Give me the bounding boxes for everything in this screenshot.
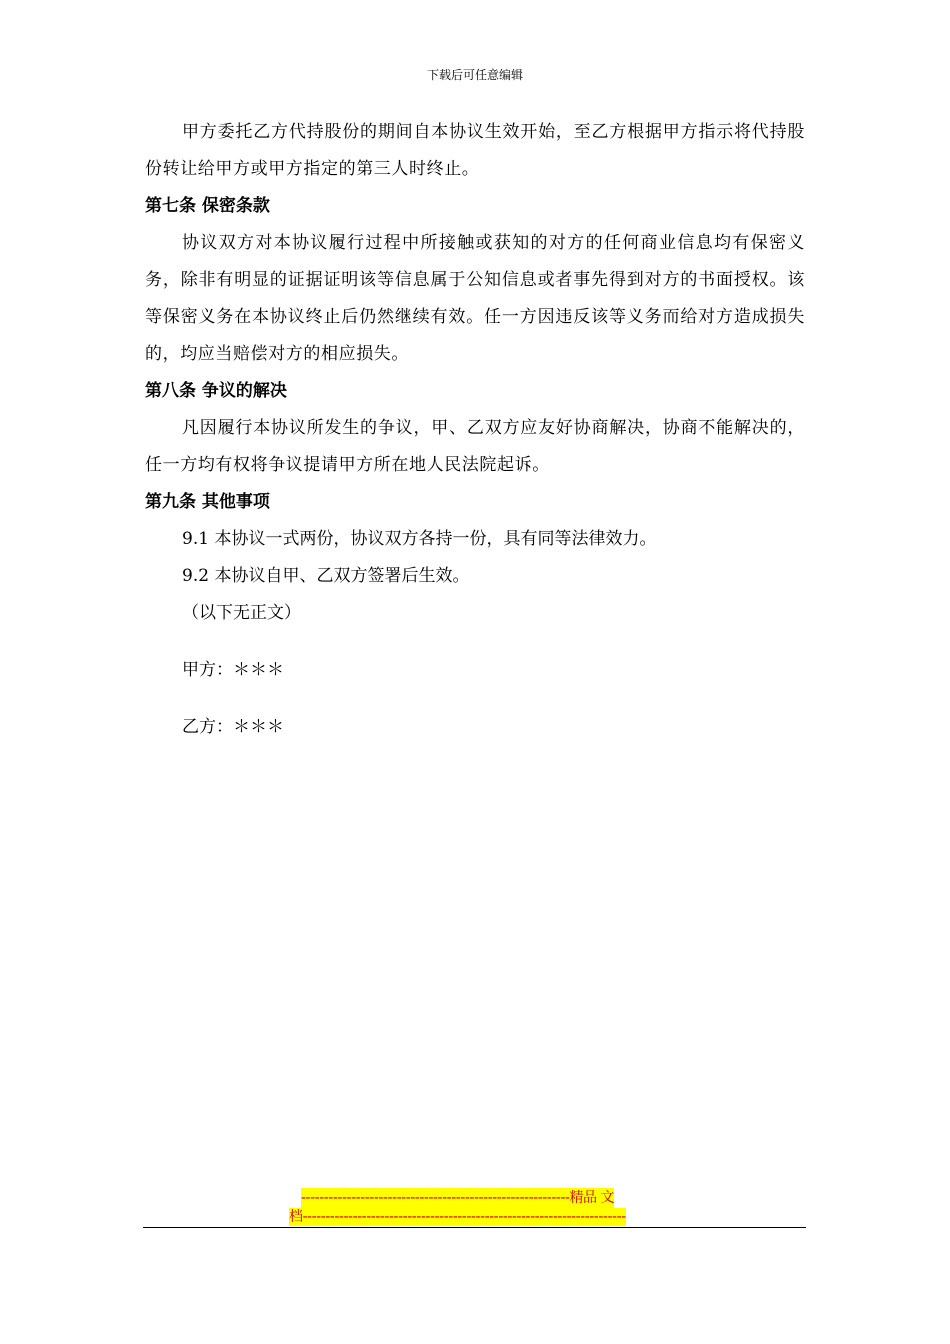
article-9-item-1: 9.1 本协议一式两份，协议双方各持一份，具有同等法律效力。 xyxy=(182,529,657,549)
footer-watermark-line-1: -----------------------------------------------------------精品 文 xyxy=(301,1190,615,1206)
article-8-text: 凡因履行本协议所发生的争议，甲、乙双方应友好协商解决，协商不能解决的，任一方均有权将争议提请甲方所在地人民法院起诉。 xyxy=(145,418,805,475)
article-7-text: 协议双方对本协议履行过程中所接触或获知的对方的任何商业信息均有保密义务，除非有明显的证据证明该等信息属于公知信息或者事先得到对方的书面授权。该等保密义务在本协议终止后仍然继续有效。任一方因违反该等义务而给对方造成损失的，均应当赔偿对方的相应损失。 xyxy=(145,233,805,364)
party-b-signature: 乙方：＊＊＊ xyxy=(182,717,284,737)
article-9-item-2: 9.2 本协议自甲、乙双方签署后生效。 xyxy=(182,566,470,586)
page-header-note: 下载后可任意编辑 xyxy=(426,68,523,82)
footer-divider xyxy=(143,1227,806,1228)
term-paragraph: 甲方委托乙方代持股份的期间自本协议生效开始，至乙方根据甲方指示将代持股份转让给甲方或甲方指定的第三人时终止。 xyxy=(145,122,805,179)
party-a-signature: 甲方：＊＊＊ xyxy=(182,660,284,680)
article-8-heading: 第八条 争议的解决 xyxy=(145,381,287,401)
end-of-text-note: （以下无正文） xyxy=(182,603,301,623)
article-9-heading: 第九条 其他事项 xyxy=(145,492,270,512)
document-body xyxy=(145,114,805,746)
article-7-heading: 第七条 保密条款 xyxy=(145,196,270,216)
footer-watermark-line-2: 档----------------------------------------------------------------------- xyxy=(289,1209,626,1225)
